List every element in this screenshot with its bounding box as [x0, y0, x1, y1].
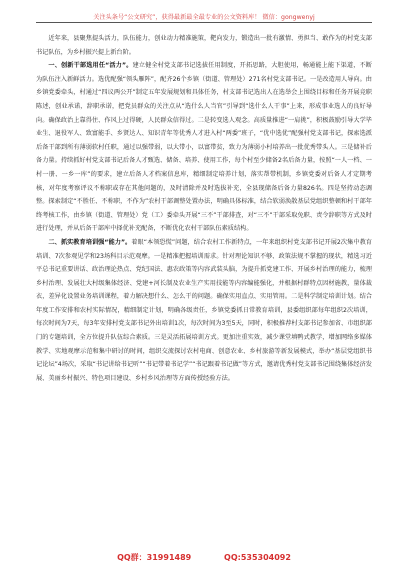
header-notice: 关注头条号“公文研究”，获得最新最全最专业的公文资料库！ 微信：gongwenyj	[93, 14, 315, 21]
section-one-paragraph	[36, 59, 372, 236]
section-two-heading: 二、抓实教育培训强“能力”。	[48, 238, 132, 246]
section-two-text: 着眼“本领恐慌”问题，结合农村工作新特点，一年来组织村党支部书记开展2次集中教育培训、7次参观见学和23场科目示范观摩。一是精准把握培训需求。针对理论知识不够、政策法规不掌握的现状，精选习近平总书记重要讲话、政治理论热点、党纪国法、惠农政策等内容武装头脑，为提升抓党建工作、开展乡村治理的能力，梳理乡村治理、发展壮大村级集体经济、党建+河长制及农业生产实用技能等内容编能强化，并根据村群特点因材施教，量体裁衣，差异化设置业务培训课程，着力解决想什么、怎么干的问题。确保实用直点、实用管用。二是科学制定培训计划。结合年度工作安排和农村实际情况，精细制定计划，明确各级责任，乡镇党委抓日常教育培训，县委组织部每年组织2次培训，每次时间为7天，每3年安排村党支部书记外出培训1次，每次时间为3至5天，同时，积极推荐村支部书记参加省、市组织部门的专题培训，全方位提升队伍综合素质。三是灵活拓展培训方式。更加注重实效，减少课堂填鸭式教学，增加网络多媒体教学、实地观摩示范和集中研讨的时间，组织交流探讨农村电商、创意农业、乡村旅游等新发展模式，举办“基层党组织书记论坛”4场次，采取“书记讲给书记听”“书记带着书记学”“书记跟着书记做”等方式，邀请优秀村党支部书记围绕集体经济发展、美丽乡村振兴、特色项目建设、乡村乡风治理等方面传授经验方法。	[36, 238, 372, 382]
qq-group-number: QQ群：31991489	[117, 553, 192, 562]
document-body	[36, 32, 372, 385]
paragraph-text: 近年来，县聚焦提头活力，队伍能力，创业动力精准施策，靶向发力，锻造出一批有激情、勇担当、敢作为的村党支部书记队伍，为乡村振兴提上新台阶。	[36, 35, 372, 56]
section-one-text: 建立健全村党支部书记选拔任用制度，开拓思路，大胆使用，畅通能上能下渠道，不断为队伍注入新鲜活力。选优配强“领头雁阵”，配齐26个乡镇（街道、管理处）271名村党支部书记。一是改造用人导向。由乡镇党委牵头，村通过“四议两公开”制定五年发展规划和具体任务，村支部书记选出人在选举会上围绕目标和任务开展竞职陈述，创业承诺，辞职承诺，把党员群众的关注点从“选什么人当官”引导到“选什么人干事”上来，形成事业选人的良好导向。确保政治上靠得住、作风上过得硬，人民群众信得过。二是转变选人观念。高质量推进“一肩挑”，积极鼓励引导大学毕业生、退役军人、致富能手、乡贤达人、知识青年等优秀人才进入村“两委”班子，“优中选优”配强村党支部书记，探索选派后备干部到所有薄弱软村任职，通过以强带弱，以大带小，以富带贫，致力为薄弱小村培养出一批优秀带头人。三是储补后备力量。持续抓好村党支部书记后备人才甄选、储备、培养、使用工作，每个村至少储备2名后备力量，按照“一人一档、一村一册、一乡一库”的要求，建立后备人才档案信息库，精细制定培养计划，落实帮带机制，乡镇党委对后备人才定期考核，对年度考察评议不称职或存在其他问题的，及时清除并及时选拔补充，全县现储备后备力量826名。四是坚持动态调整。探索制定“不胜任、不称职，不作为”农村干部调整处置办法，明确具体标准，结合软弱涣散基层党组织整顿和村干部年终考核工作，由乡镇（街道、管理处）党（工）委牵头开展“三不”干部排查，对“三不”干部采取免职、责令辞职等方式及时进行处理，并从后备干部库中择优补充配备，不断优化农村干部队伍素质结构。	[36, 62, 372, 233]
footer-contact	[0, 552, 408, 563]
qq-number: QQ:535304092	[224, 553, 291, 562]
section-one-heading: 一、创新干部选用任“活力”。	[48, 62, 133, 70]
intro-paragraph	[36, 32, 372, 59]
header-divider	[36, 22, 372, 23]
section-two-paragraph	[36, 236, 372, 386]
